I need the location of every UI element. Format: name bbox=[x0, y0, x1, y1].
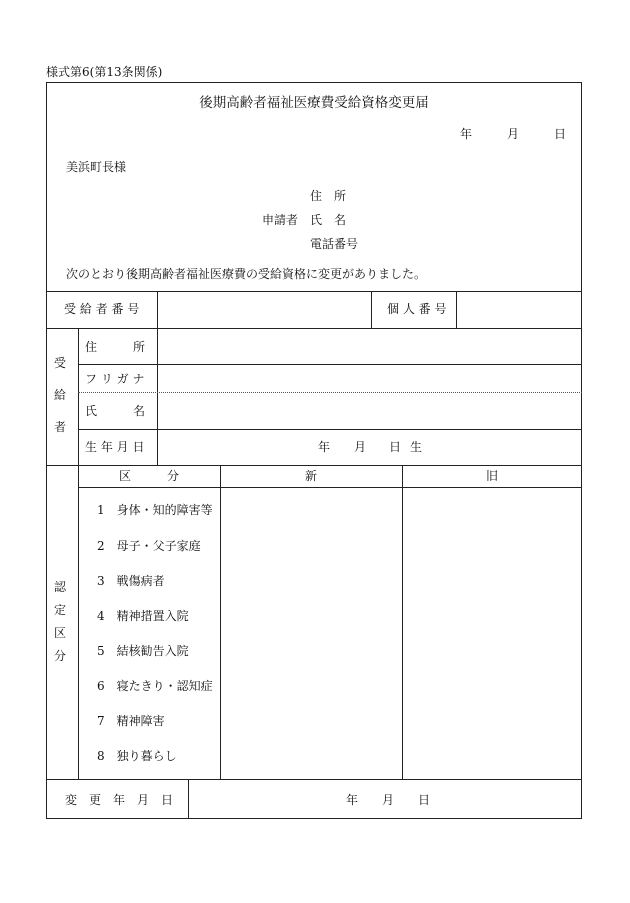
date-month-label: 月 bbox=[507, 127, 520, 141]
category-item-5: 5 結核勧告入院 bbox=[97, 644, 189, 658]
category-item-1: 1 身体・知的障害等 bbox=[97, 503, 213, 517]
category-old-field[interactable] bbox=[403, 488, 581, 778]
date-day-label: 日 bbox=[554, 127, 567, 141]
category-section-label: 認 定 区 分 bbox=[53, 580, 66, 663]
individual-number-label: 個 人 番 号 bbox=[387, 302, 447, 316]
birthdate-month-label: 月 bbox=[354, 440, 367, 454]
change-date-month-label: 月 bbox=[382, 793, 395, 807]
form-title: 後期高齢者福祉医療費受給資格変更届 bbox=[199, 95, 429, 111]
divider-line bbox=[78, 429, 582, 430]
recipient-address-field[interactable] bbox=[158, 329, 581, 363]
divider-line bbox=[188, 779, 189, 819]
recipient-name-field[interactable] bbox=[158, 393, 581, 428]
recipient-name-label: 氏 名 bbox=[85, 404, 146, 418]
divider-line bbox=[371, 291, 372, 328]
change-date-day-label: 日 bbox=[418, 793, 431, 807]
birthdate-day-label: 日 bbox=[389, 440, 402, 454]
individual-number-field[interactable] bbox=[457, 292, 581, 327]
category-new-header: 新 bbox=[304, 469, 317, 483]
category-item-6: 6 寝たきり・認知症 bbox=[97, 679, 213, 693]
recipient-number-field[interactable] bbox=[158, 292, 370, 327]
applicant-phone-label: 電話番号 bbox=[310, 237, 359, 251]
recipient-furigana-field[interactable] bbox=[158, 365, 581, 392]
divider-line bbox=[78, 328, 79, 465]
category-item-7: 7 精神障害 bbox=[97, 714, 165, 728]
statement-text: 次のとおり後期高齢者福祉医療費の受給資格に変更がありました。 bbox=[66, 267, 427, 281]
category-division-header: 区 分 bbox=[118, 469, 179, 483]
recipient-birthdate-label: 生 年 月 日 bbox=[85, 440, 145, 454]
change-date-year-label: 年 bbox=[346, 793, 359, 807]
recipient-section-label: 受 給 者 bbox=[53, 356, 66, 434]
date-year-label: 年 bbox=[460, 127, 473, 141]
category-item-2: 2 母子・父子家庭 bbox=[97, 539, 201, 553]
applicant-label: 申請者 bbox=[262, 213, 299, 227]
birthdate-year-label: 年 bbox=[318, 440, 331, 454]
category-item-4: 4 精神措置入院 bbox=[97, 609, 189, 623]
change-date-label: 変 更 年 月 日 bbox=[65, 793, 174, 807]
category-new-field[interactable] bbox=[221, 488, 401, 778]
recipient-address-label: 住 所 bbox=[85, 340, 146, 354]
form-number: 様式第6(第13条関係) bbox=[46, 65, 163, 79]
category-item-3: 3 戦傷病者 bbox=[97, 574, 165, 588]
divider-line bbox=[46, 779, 582, 780]
birthdate-suffix-label: 生 bbox=[410, 440, 423, 454]
applicant-name-label: 氏 名 bbox=[310, 213, 347, 227]
category-old-header: 旧 bbox=[485, 469, 498, 483]
recipient-number-label: 受 給 者 番 号 bbox=[64, 302, 140, 316]
addressee: 美浜町長様 bbox=[66, 160, 127, 174]
applicant-address-label: 住 所 bbox=[310, 189, 347, 203]
divider-line bbox=[78, 465, 79, 779]
recipient-furigana-label: フ リ ガ ナ bbox=[85, 372, 145, 386]
divider-line bbox=[46, 465, 582, 466]
category-item-8: 8 独り暮らし bbox=[97, 749, 177, 763]
